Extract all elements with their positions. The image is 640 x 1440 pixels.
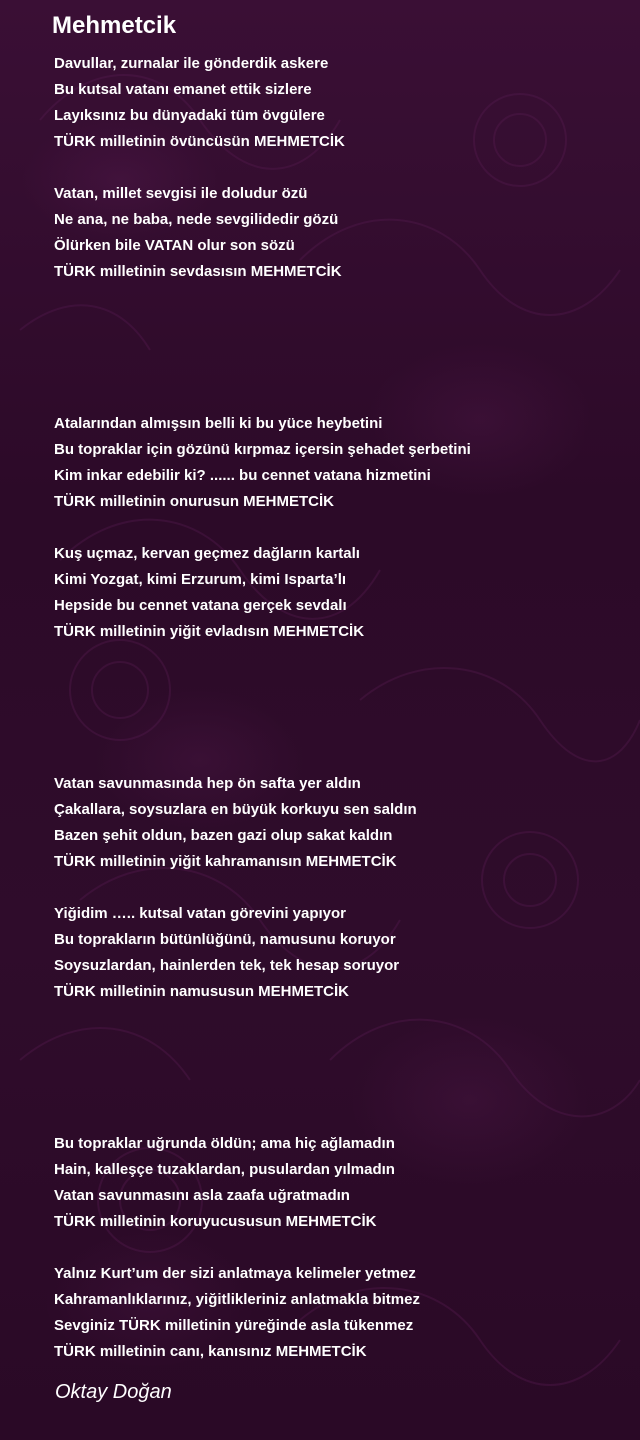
stanza-3 <box>54 411 614 515</box>
poem-line: Bazen şehit oldun, bazen gazi olup sakat kaldın <box>54 827 393 844</box>
stanza-5 <box>54 771 614 875</box>
poem-line: Kuş uçmaz, kervan geçmez dağların kartalı <box>54 545 360 562</box>
stanza-6 <box>54 901 614 1005</box>
poem-line: Yiğidim ….. kutsal vatan görevini yapıyor <box>54 905 347 922</box>
poem-line: Ölürken bile VATAN olur son sözü <box>54 237 295 254</box>
poem-line: Layıksınız bu dünyadaki tüm övgülere <box>54 107 325 124</box>
poem-line: Çakallara, soysuzlara en büyük korkuyu sen saldın <box>54 801 417 818</box>
poem-line: TÜRK milletinin koruyucususun MEHMETCİK <box>54 1213 377 1230</box>
poem-line: Ne ana, ne baba, nede sevgilidedir gözü <box>54 211 339 228</box>
poem-line: TÜRK milletinin sevdasısın MEHMETCİK <box>54 263 342 280</box>
poem-line: Vatan savunmasını asla zaafa uğratmadın <box>54 1187 350 1204</box>
poem-line: TÜRK milletinin yiğit kahramanısın MEHMETCİK <box>54 853 397 870</box>
poem-author: Oktay Doğan <box>55 1381 172 1403</box>
stanza-7 <box>54 1131 614 1235</box>
poem-line: Sevginiz TÜRK milletinin yüreğinde asla tükenmez <box>54 1317 414 1334</box>
poem-line: TÜRK milletinin canı, kanısınız MEHMETCİK <box>54 1343 367 1360</box>
poem-line: Bu topraklar uğrunda öldün; ama hiç ağlamadın <box>54 1135 395 1152</box>
poem-line: Kahramanlıklarınız, yiğitlikleriniz anlatmakla bitmez <box>54 1291 420 1308</box>
poem-line: Hain, kalleşçe tuzaklardan, pusulardan yılmadın <box>54 1161 395 1178</box>
poem-line: Hepside bu cennet vatana gerçek sevdalı <box>54 597 347 614</box>
poem-line: Bu kutsal vatanı emanet ettik sizlere <box>54 81 312 98</box>
poem-line: Kim inkar edebilir ki? ...... bu cennet vatana hizmetini <box>54 467 431 484</box>
poem-line: TÜRK milletinin övüncüsün MEHMETCİK <box>54 133 345 150</box>
poem-line: Bu topraklar için gözünü kırpmaz içersin şehadet şerbetini <box>54 441 471 458</box>
stanza-1 <box>54 51 614 155</box>
poem-line: Yalnız Kurt’um der sizi anlatmaya kelimeler yetmez <box>54 1265 416 1282</box>
poem-line: TÜRK milletinin namususun MEHMETCİK <box>54 983 350 1000</box>
stanza-2 <box>54 181 614 285</box>
stanza-8 <box>54 1261 614 1365</box>
stanza-4 <box>54 541 614 645</box>
poem-line: Soysuzlardan, hainlerden tek, tek hesap soruyor <box>54 957 400 974</box>
poem-line: Vatan savunmasında hep ön safta yer aldın <box>54 775 361 792</box>
poem-line: Bu toprakların bütünlüğünü, namusunu koruyor <box>54 931 396 948</box>
poem-line: Atalarından almışsın belli ki bu yüce heybetini <box>54 415 383 432</box>
poem-line: Kimi Yozgat, kimi Erzurum, kimi Isparta’lı <box>54 571 347 588</box>
poem-line: TÜRK milletinin onurusun MEHMETCİK <box>54 493 334 510</box>
poem-line: Davullar, zurnalar ile gönderdik askere <box>54 55 329 72</box>
poem-line: TÜRK milletinin yiğit evladısın MEHMETCİK <box>54 623 365 640</box>
poem-line: Vatan, millet sevgisi ile doludur özü <box>54 185 308 202</box>
poem-title: Mehmetcik <box>52 12 177 39</box>
